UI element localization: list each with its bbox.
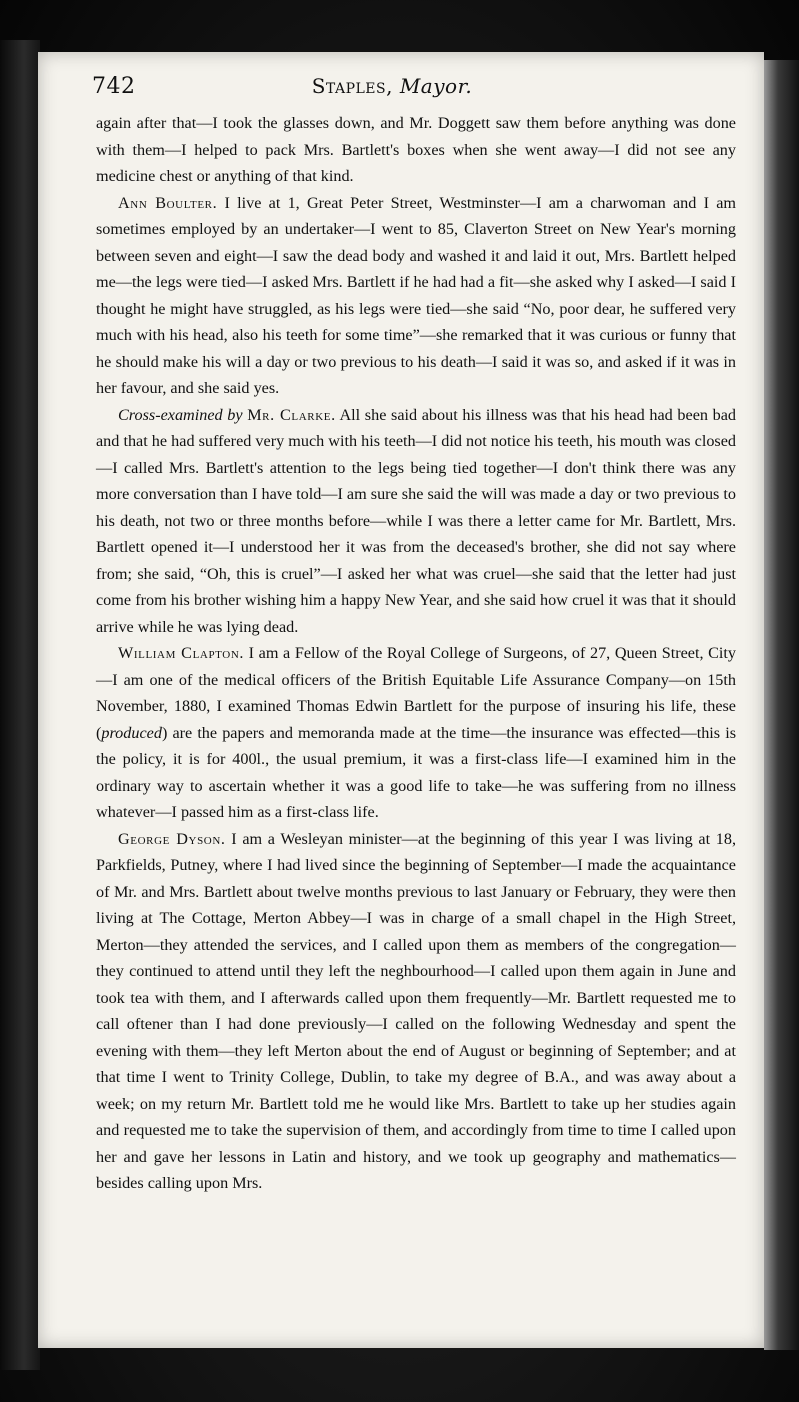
paragraph-text: I live at 1, Great Peter Street, Westminster—I am a charwoman and I am sometimes employed by an undertaker—I went to 85, Claverton Street on New Year's morning between seven and eight—I saw the dead body and washed it and laid it out, Mrs. Bartlett helped me—the legs were tied—I asked Mrs. Bartlett if he had had a fit—she asked why I asked—I said I thought he might have struggled, as his legs were tied—she said “No, poor dear, he suffered very much with his head, also his teeth for some time”—she remarked that it was curious or funny that he should make his will a day or two previous to his death—I said it was so, and asked if it was in her favour, and she said yes. — [96, 193, 737, 397]
paragraph-testimony-clapton — [96, 640, 736, 826]
running-head-title: Mayor. — [399, 74, 473, 98]
paragraph-continuation — [96, 110, 736, 190]
paragraph-text: I am a Wesleyan minister—at the beginning of this year I was living at 18, Parkfields, Putney, where I had lived since the beginning of September—I made the acquaintance of Mr. and Mrs. Bartlett about twelve months previous to last January or February, they were then living at The Cottage, Merton Abbey—I was in charge of a small chapel in the High Street, Merton—they attended the services, and I called upon them as members of the congregation—they continued to attend until they left the neghbourhood—I called upon them again in June and took tea with them, and I afterwards called upon them frequently—Mr. Bartlett requested me to call oftener than I had done previously—I called on the following Wednesday and spent the evening with them—they left Merton about the end of August or beginning of September; and at that time I went to Trinity College, Dublin, to take my degree of B.A., and was away about a week; on my return Mr. Bartlett told me he would like Mrs. Bartlett to take up her studies again and requested me to take the supervision of them, and accordingly from time to time I called upon her and gave her lessons in Latin and history, and we took up geography and mathematics—besides calling upon Mrs. — [96, 829, 737, 1192]
speaker-name: William Clapton. — [118, 644, 245, 662]
paragraph-text: again after that—I took the glasses down, and Mr. Doggett saw them before anything was done with them—I helped to pack Mrs. Bartlett's boxes when she went away—I did not see any medicine chest or anything of that kind. — [96, 114, 736, 185]
text-block — [96, 110, 736, 1197]
paragraph-text-after: ) are the papers and memoranda made at the time—the insurance was effected—this is the policy, it is for 400l., the usual premium, it was a first-class life—I examined him in the ordinary way to ascertain whether it was a good life to take—he was suffering from no illness whatever—I passed him as a first-class life. — [96, 723, 736, 821]
page-edge — [764, 60, 799, 1350]
paragraph-text-before: I am a Fellow of the Royal College of Surgeons, of 27, Queen Street, City—I am one of the medical officers of the British Equitable Life Assurance Company—on 15th November, 1880, I examined Thomas Edwin Bartlett for the purpose of insuring his life, these ( — [96, 644, 736, 742]
paragraph-cross-examination — [96, 402, 736, 641]
running-head — [92, 74, 692, 98]
book-spine-shadow — [0, 40, 40, 1370]
page-header — [92, 70, 692, 110]
paragraph-text: All she said about his illness was that his head had been bad and that he had suffered very much with his teeth—I did not notice his teeth, his mouth was closed—I called Mrs. Bartlett's attention to the legs being tied together—I don't think there was any more conversation than I have told—I am sure she said the will was made a day or two previous to his death, not two or three months before—while I was there a letter came for Mr. Bartlett, Mrs. Bartlett opened it—I understood her it was from the deceased's brother, she did not say where from; she said, “Oh, this is cruel”—I asked her what was cruel—she said that the letter had just come from his brother wishing him a happy New Year, and she said how cruel it was that it should arrive while he was lying dead. — [96, 405, 736, 636]
page-number: 742 — [92, 74, 136, 99]
cross-examined-label — [118, 406, 336, 424]
paragraph-testimony-boulter — [96, 190, 736, 402]
cross-examiner-name: Mr. Clarke. — [247, 405, 336, 424]
speaker-name: George Dyson. — [118, 829, 226, 848]
running-head-name: Staples, — [311, 74, 393, 98]
speaker-name: Ann Boulter. — [118, 193, 218, 212]
produced-word: produced — [101, 723, 162, 742]
cross-examined-prefix: Cross-examined by — [118, 405, 243, 424]
paragraph-testimony-dyson — [96, 826, 736, 1197]
